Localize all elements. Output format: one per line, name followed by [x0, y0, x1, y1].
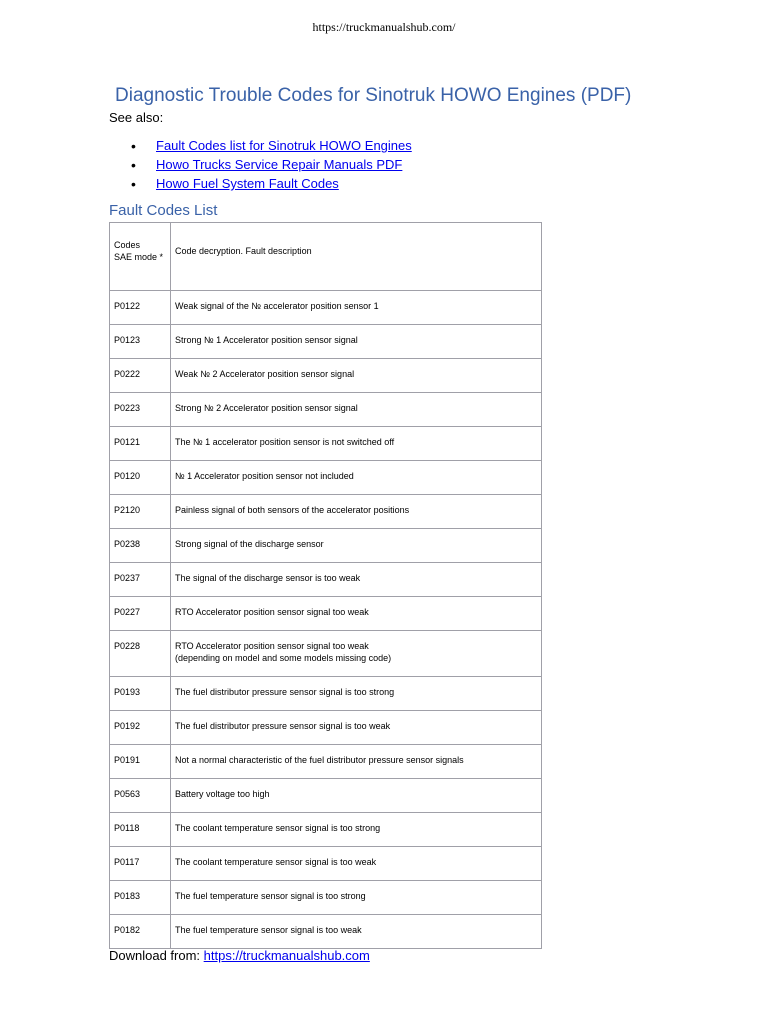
code-cell: P0228: [110, 631, 171, 677]
download-label: Download from:: [109, 948, 204, 963]
table-row: [110, 711, 542, 745]
description-cell: Not a normal characteristic of the fuel distributor pressure sensor signals: [171, 745, 542, 779]
table-row: [110, 597, 542, 631]
table-row: [110, 461, 542, 495]
header-code-line1: Codes: [114, 240, 141, 250]
see-also-list: [109, 136, 412, 193]
table-row: [110, 495, 542, 529]
section-title: Fault Codes List: [109, 202, 218, 219]
description-cell: Strong № 1 Accelerator position sensor signal: [171, 325, 542, 359]
description-cell: Strong № 2 Accelerator position sensor signal: [171, 393, 542, 427]
code-cell: P0121: [110, 427, 171, 461]
description-cell: Strong signal of the discharge sensor: [171, 529, 542, 563]
code-cell: P2120: [110, 495, 171, 529]
table-row: [110, 745, 542, 779]
description-cell: The № 1 accelerator position sensor is not switched off: [171, 427, 542, 461]
code-cell: P0182: [110, 915, 171, 949]
code-cell: P0117: [110, 847, 171, 881]
description-cell: The fuel distributor pressure sensor signal is too weak: [171, 711, 542, 745]
description-cell: The fuel temperature sensor signal is too weak: [171, 915, 542, 949]
description-cell: № 1 Accelerator position sensor not included: [171, 461, 542, 495]
code-cell: P0118: [110, 813, 171, 847]
table-row: [110, 563, 542, 597]
list-item: [109, 136, 412, 155]
table-row: [110, 881, 542, 915]
code-cell: P0238: [110, 529, 171, 563]
code-cell: P0120: [110, 461, 171, 495]
code-cell: P0223: [110, 393, 171, 427]
link-fault-codes[interactable]: Fault Codes list for Sinotruk HOWO Engines: [156, 138, 412, 153]
header-url: https://truckmanualshub.com/: [312, 20, 456, 34]
header-code-line2: SAE mode *: [114, 252, 164, 262]
download-link[interactable]: https://truckmanualshub.com: [203, 948, 370, 963]
description-cell: The coolant temperature sensor signal is too weak: [171, 847, 542, 881]
table-row: [110, 847, 542, 881]
description-cell: Weak signal of the № accelerator position sensor 1: [171, 291, 542, 325]
bullet-icon: •: [131, 137, 136, 154]
table-row: [110, 631, 542, 677]
fault-codes-table: [109, 222, 542, 949]
table-row: [110, 291, 542, 325]
table-row: [110, 677, 542, 711]
table-row: [110, 813, 542, 847]
code-cell: P0563: [110, 779, 171, 813]
list-item: [109, 155, 412, 174]
description-cell: Painless signal of both sensors of the accelerator positions: [171, 495, 542, 529]
description-line2: (depending on model and some models missing code): [175, 653, 392, 663]
table-row: [110, 393, 542, 427]
link-fuel-system-codes[interactable]: Howo Fuel System Fault Codes: [156, 176, 339, 191]
table-row: [110, 325, 542, 359]
description-cell: The signal of the discharge sensor is too weak: [171, 563, 542, 597]
description-cell: The fuel temperature sensor signal is too strong: [171, 881, 542, 915]
code-cell: P0191: [110, 745, 171, 779]
link-service-manuals[interactable]: Howo Trucks Service Repair Manuals PDF: [156, 157, 403, 172]
code-cell: P0237: [110, 563, 171, 597]
description-cell: The coolant temperature sensor signal is too strong: [171, 813, 542, 847]
code-cell: P0122: [110, 291, 171, 325]
code-cell: P0183: [110, 881, 171, 915]
header-description: Code decryption. Fault description: [171, 223, 542, 291]
table-row: [110, 529, 542, 563]
list-item: [109, 174, 412, 193]
table-row: [110, 779, 542, 813]
bullet-icon: •: [131, 175, 136, 192]
description-cell: The fuel distributor pressure sensor signal is too strong: [171, 677, 542, 711]
download-line: [109, 948, 370, 963]
description-cell: Battery voltage too high: [171, 779, 542, 813]
table-row: [110, 915, 542, 949]
page-title: Diagnostic Trouble Codes for Sinotruk HOWO Engines (PDF): [115, 85, 632, 106]
description-cell: [171, 631, 542, 677]
see-also-label: See also:: [109, 110, 164, 125]
table-row: [110, 427, 542, 461]
table-row: [110, 359, 542, 393]
code-cell: P0123: [110, 325, 171, 359]
description-cell: RTO Accelerator position sensor signal too weak: [171, 597, 542, 631]
table-header-row: [110, 223, 542, 291]
code-cell: P0222: [110, 359, 171, 393]
code-cell: P0193: [110, 677, 171, 711]
description-line1: RTO Accelerator position sensor signal too weak: [175, 641, 369, 651]
code-cell: P0192: [110, 711, 171, 745]
code-cell: P0227: [110, 597, 171, 631]
header-code: [110, 223, 171, 291]
description-cell: Weak № 2 Accelerator position sensor signal: [171, 359, 542, 393]
bullet-icon: •: [131, 156, 136, 173]
